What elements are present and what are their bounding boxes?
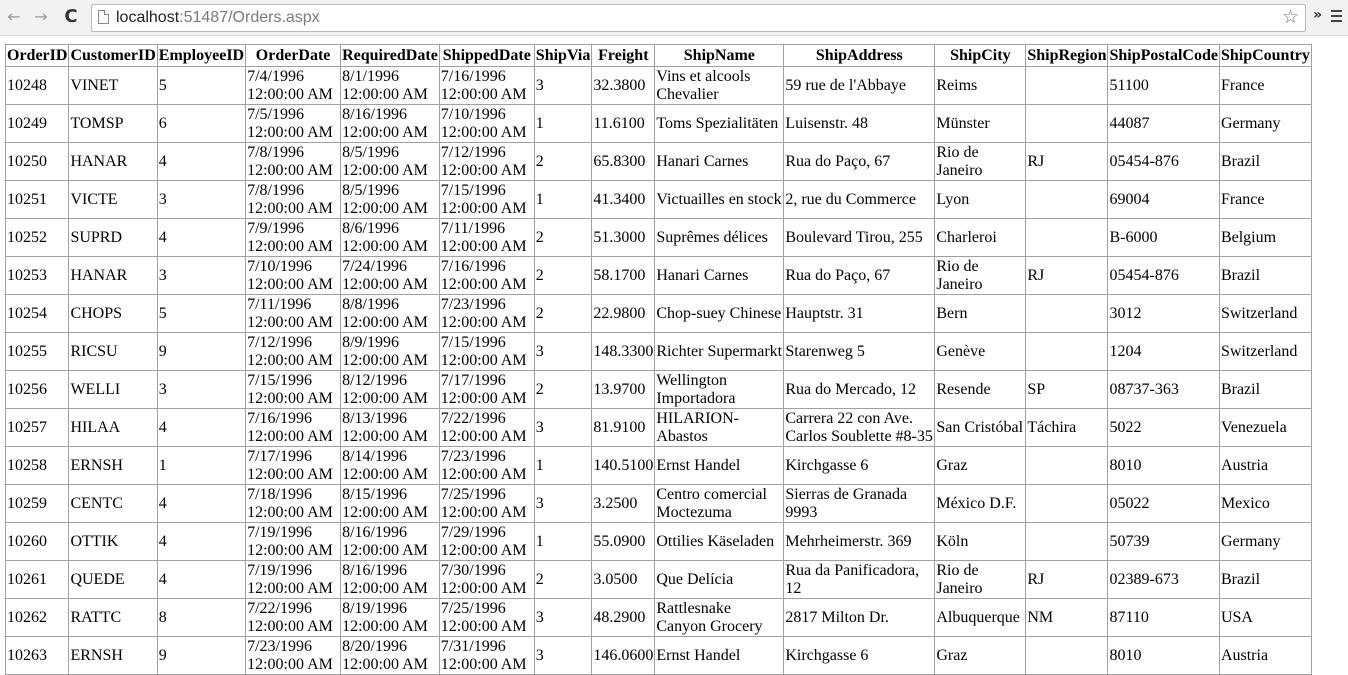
cell-shipaddress: Kirchgasse 6 <box>784 637 935 675</box>
cell-shipregion <box>1026 485 1108 523</box>
cell-freight: 22.9800 <box>592 295 655 333</box>
cell-shipvia: 3 <box>534 637 592 675</box>
cell-employeeid: 8 <box>157 599 245 637</box>
cell-shipvia: 1 <box>534 447 592 485</box>
cell-freight: 148.3300 <box>592 333 655 371</box>
cell-shippeddate: 7/22/1996 12:00:00 AM <box>439 409 534 447</box>
cell-employeeid: 9 <box>157 637 245 675</box>
column-header-customerid: CustomerID <box>69 45 157 67</box>
cell-shipvia: 2 <box>534 143 592 181</box>
cell-shipcity: Albuquerque <box>935 599 1026 637</box>
url-host: localhost <box>116 9 180 26</box>
cell-shippeddate: 7/11/1996 12:00:00 AM <box>439 219 534 257</box>
cell-orderid: 10260 <box>6 523 69 561</box>
cell-customerid: OTTIK <box>69 523 157 561</box>
cell-shipname: Hanari Carnes <box>655 143 784 181</box>
cell-freight: 41.3400 <box>592 181 655 219</box>
cell-customerid: VICTE <box>69 181 157 219</box>
cell-customerid: SUPRD <box>69 219 157 257</box>
cell-shipregion: NM <box>1026 599 1108 637</box>
column-header-shippostalcode: ShipPostalCode <box>1108 45 1219 67</box>
cell-employeeid: 1 <box>157 447 245 485</box>
cell-shipregion <box>1026 105 1108 143</box>
cell-shipname: HILARION-Abastos <box>655 409 784 447</box>
cell-shipname: Que Delícia <box>655 561 784 599</box>
cell-shippeddate: 7/12/1996 12:00:00 AM <box>439 143 534 181</box>
cell-shippostalcode: 05454-876 <box>1108 143 1219 181</box>
cell-shipcountry: USA <box>1219 599 1311 637</box>
url-text[interactable] <box>116 9 320 27</box>
cell-orderdate: 7/19/1996 12:00:00 AM <box>246 561 341 599</box>
cell-orderid: 10253 <box>6 257 69 295</box>
cell-orderdate: 7/18/1996 12:00:00 AM <box>246 485 341 523</box>
cell-shippostalcode: 8010 <box>1108 447 1219 485</box>
cell-shippostalcode: 44087 <box>1108 105 1219 143</box>
cell-shipvia: 1 <box>534 181 592 219</box>
cell-orderid: 10263 <box>6 637 69 675</box>
cell-orderdate: 7/8/1996 12:00:00 AM <box>246 181 341 219</box>
cell-orderdate: 7/17/1996 12:00:00 AM <box>246 447 341 485</box>
cell-shipcountry: Austria <box>1219 637 1311 675</box>
cell-freight: 32.3800 <box>592 67 655 105</box>
cell-shipname: Richter Supermarkt <box>655 333 784 371</box>
cell-shippeddate: 7/25/1996 12:00:00 AM <box>439 485 534 523</box>
cell-shippeddate: 7/30/1996 12:00:00 AM <box>439 561 534 599</box>
cell-shipcity: Charleroi <box>935 219 1026 257</box>
cell-shipaddress: 2, rue du Commerce <box>784 181 935 219</box>
cell-shipcountry: France <box>1219 181 1311 219</box>
cell-shipname: Ernst Handel <box>655 637 784 675</box>
cell-employeeid: 4 <box>157 561 245 599</box>
cell-shipvia: 3 <box>534 409 592 447</box>
cell-employeeid: 4 <box>157 143 245 181</box>
cell-requireddate: 8/16/1996 12:00:00 AM <box>341 523 440 561</box>
cell-shippeddate: 7/31/1996 12:00:00 AM <box>439 637 534 675</box>
cell-shipaddress: 2817 Milton Dr. <box>784 599 935 637</box>
cell-shipaddress: Starenweg 5 <box>784 333 935 371</box>
cell-requireddate: 8/5/1996 12:00:00 AM <box>341 143 440 181</box>
cell-shipregion: RJ <box>1026 561 1108 599</box>
cell-shipregion <box>1026 295 1108 333</box>
cell-orderdate: 7/15/1996 12:00:00 AM <box>246 371 341 409</box>
cell-employeeid: 6 <box>157 105 245 143</box>
cell-shippeddate: 7/17/1996 12:00:00 AM <box>439 371 534 409</box>
cell-shipname: Hanari Carnes <box>655 257 784 295</box>
cell-shipaddress: Sierras de Granada 9993 <box>784 485 935 523</box>
table-row <box>6 561 1312 599</box>
cell-shipname: Rattlesnake Canyon Grocery <box>655 599 784 637</box>
cell-shipcity: Rio de Janeiro <box>935 257 1026 295</box>
cell-shippeddate: 7/16/1996 12:00:00 AM <box>439 67 534 105</box>
cell-shipregion: RJ <box>1026 257 1108 295</box>
cell-shipvia: 2 <box>534 371 592 409</box>
cell-orderdate: 7/23/1996 12:00:00 AM <box>246 637 341 675</box>
cell-shippeddate: 7/25/1996 12:00:00 AM <box>439 599 534 637</box>
cell-employeeid: 3 <box>157 371 245 409</box>
cell-customerid: RATTC <box>69 599 157 637</box>
cell-shipcity: México D.F. <box>935 485 1026 523</box>
cell-shipname: Suprêmes délices <box>655 219 784 257</box>
cell-customerid: WELLI <box>69 371 157 409</box>
cell-requireddate: 8/15/1996 12:00:00 AM <box>341 485 440 523</box>
cell-shippeddate: 7/15/1996 12:00:00 AM <box>439 181 534 219</box>
cell-shippostalcode: 08737-363 <box>1108 371 1219 409</box>
table-row <box>6 409 1312 447</box>
cell-shipcity: Lyon <box>935 181 1026 219</box>
table-row <box>6 143 1312 181</box>
cell-shipcity: Köln <box>935 523 1026 561</box>
reload-icon[interactable]: C <box>64 6 78 27</box>
cell-shipcity: Graz <box>935 637 1026 675</box>
cell-shipvia: 2 <box>534 219 592 257</box>
cell-employeeid: 5 <box>157 295 245 333</box>
cell-shipcity: Resende <box>935 371 1026 409</box>
cell-shipaddress: Rua do Mercado, 12 <box>784 371 935 409</box>
cell-orderid: 10256 <box>6 371 69 409</box>
table-row <box>6 67 1312 105</box>
cell-shipcity: Reims <box>935 67 1026 105</box>
cell-orderdate: 7/11/1996 12:00:00 AM <box>246 295 341 333</box>
cell-freight: 13.9700 <box>592 371 655 409</box>
cell-shipname: Vins et alcools Chevalier <box>655 67 784 105</box>
cell-freight: 58.1700 <box>592 257 655 295</box>
cell-shipregion <box>1026 333 1108 371</box>
cell-freight: 51.3000 <box>592 219 655 257</box>
cell-shipcountry: Brazil <box>1219 257 1311 295</box>
cell-shipcountry: Germany <box>1219 523 1311 561</box>
cell-shipregion: SP <box>1026 371 1108 409</box>
column-header-shipvia: ShipVia <box>534 45 592 67</box>
cell-freight: 140.5100 <box>592 447 655 485</box>
table-row <box>6 447 1312 485</box>
cell-shipcountry: Belgium <box>1219 219 1311 257</box>
cell-shipcountry: Switzerland <box>1219 333 1311 371</box>
orders-grid <box>5 44 1312 675</box>
cell-shipregion <box>1026 181 1108 219</box>
cell-orderid: 10252 <box>6 219 69 257</box>
cell-freight: 146.0600 <box>592 637 655 675</box>
cell-customerid: CHOPS <box>69 295 157 333</box>
cell-shippeddate: 7/23/1996 12:00:00 AM <box>439 447 534 485</box>
column-header-shipregion: ShipRegion <box>1026 45 1108 67</box>
cell-employeeid: 9 <box>157 333 245 371</box>
cell-employeeid: 4 <box>157 485 245 523</box>
cell-shipcountry: Germany <box>1219 105 1311 143</box>
cell-shipaddress: Rua do Paço, 67 <box>784 143 935 181</box>
cell-shipvia: 2 <box>534 561 592 599</box>
column-header-shipaddress: ShipAddress <box>784 45 935 67</box>
cell-customerid: CENTC <box>69 485 157 523</box>
cell-employeeid: 4 <box>157 523 245 561</box>
table-row <box>6 295 1312 333</box>
cell-customerid: VINET <box>69 67 157 105</box>
address-bar[interactable] <box>91 4 1306 32</box>
cell-employeeid: 3 <box>157 181 245 219</box>
cell-shipcity: Münster <box>935 105 1026 143</box>
cell-employeeid: 4 <box>157 219 245 257</box>
cell-orderid: 10254 <box>6 295 69 333</box>
cell-shipcountry: France <box>1219 67 1311 105</box>
cell-shippostalcode: 05454-876 <box>1108 257 1219 295</box>
cell-requireddate: 8/13/1996 12:00:00 AM <box>341 409 440 447</box>
table-row <box>6 599 1312 637</box>
cell-customerid: ERNSH <box>69 637 157 675</box>
cell-shipname: Chop-suey Chinese <box>655 295 784 333</box>
cell-shipcountry: Switzerland <box>1219 295 1311 333</box>
cell-requireddate: 7/24/1996 12:00:00 AM <box>341 257 440 295</box>
cell-shipregion <box>1026 67 1108 105</box>
cell-shipvia: 2 <box>534 295 592 333</box>
cell-shipaddress: 59 rue de l'Abbaye <box>784 67 935 105</box>
table-row <box>6 333 1312 371</box>
cell-orderdate: 7/22/1996 12:00:00 AM <box>246 599 341 637</box>
column-header-freight: Freight <box>592 45 655 67</box>
cell-shippeddate: 7/29/1996 12:00:00 AM <box>439 523 534 561</box>
cell-shipvia: 3 <box>534 599 592 637</box>
table-row <box>6 257 1312 295</box>
cell-orderdate: 7/5/1996 12:00:00 AM <box>246 105 341 143</box>
cell-shipname: Toms Spezialitäten <box>655 105 784 143</box>
orders-body <box>6 67 1312 675</box>
cell-shipvia: 1 <box>534 105 592 143</box>
page-icon <box>98 10 109 24</box>
cell-shipregion: RJ <box>1026 143 1108 181</box>
table-row <box>6 219 1312 257</box>
table-row <box>6 105 1312 143</box>
cell-requireddate: 8/1/1996 12:00:00 AM <box>341 67 440 105</box>
cell-orderdate: 7/9/1996 12:00:00 AM <box>246 219 341 257</box>
cell-shipcity: Rio de Janeiro <box>935 561 1026 599</box>
cell-shipcountry: Brazil <box>1219 371 1311 409</box>
cell-shipname: Ernst Handel <box>655 447 784 485</box>
column-header-orderdate: OrderDate <box>246 45 341 67</box>
back-arrow-icon[interactable]: ← <box>7 7 21 26</box>
cell-orderdate: 7/16/1996 12:00:00 AM <box>246 409 341 447</box>
column-header-orderid: OrderID <box>6 45 69 67</box>
cell-shipaddress: Mehrheimerstr. 369 <box>784 523 935 561</box>
browser-toolbar <box>0 0 1348 36</box>
cell-shipvia: 2 <box>534 257 592 295</box>
cell-shipaddress: Hauptstr. 31 <box>784 295 935 333</box>
column-header-shipcountry: ShipCountry <box>1219 45 1311 67</box>
cell-shipaddress: Kirchgasse 6 <box>784 447 935 485</box>
cell-orderdate: 7/19/1996 12:00:00 AM <box>246 523 341 561</box>
cell-requireddate: 8/16/1996 12:00:00 AM <box>341 105 440 143</box>
cell-orderid: 10255 <box>6 333 69 371</box>
cell-freight: 55.0900 <box>592 523 655 561</box>
table-row <box>6 637 1312 675</box>
cell-shippeddate: 7/10/1996 12:00:00 AM <box>439 105 534 143</box>
cell-orderid: 10262 <box>6 599 69 637</box>
cell-orderdate: 7/4/1996 12:00:00 AM <box>246 67 341 105</box>
cell-customerid: HANAR <box>69 257 157 295</box>
column-header-employeeid: EmployeeID <box>157 45 245 67</box>
cell-shipname: Ottilies Käseladen <box>655 523 784 561</box>
cell-shipregion <box>1026 219 1108 257</box>
cell-shippeddate: 7/23/1996 12:00:00 AM <box>439 295 534 333</box>
cell-freight: 81.9100 <box>592 409 655 447</box>
url-path: :51487/Orders.aspx <box>179 9 320 26</box>
cell-shippeddate: 7/15/1996 12:00:00 AM <box>439 333 534 371</box>
cell-orderid: 10261 <box>6 561 69 599</box>
cell-shippostalcode: 51100 <box>1108 67 1219 105</box>
cell-employeeid: 3 <box>157 257 245 295</box>
cell-shipname: Wellington Importadora <box>655 371 784 409</box>
cell-requireddate: 8/8/1996 12:00:00 AM <box>341 295 440 333</box>
cell-orderid: 10257 <box>6 409 69 447</box>
cell-customerid: TOMSP <box>69 105 157 143</box>
cell-shipvia: 3 <box>534 485 592 523</box>
cell-shipcity: Genève <box>935 333 1026 371</box>
table-row <box>6 523 1312 561</box>
cell-freight: 48.2900 <box>592 599 655 637</box>
cell-shipcountry: Brazil <box>1219 143 1311 181</box>
cell-shipname: Centro comercial Moctezuma <box>655 485 784 523</box>
cell-employeeid: 5 <box>157 67 245 105</box>
cell-shipcity: Rio de Janeiro <box>935 143 1026 181</box>
cell-shippostalcode: 8010 <box>1108 637 1219 675</box>
header-row <box>6 45 1312 67</box>
cell-shipaddress: Rua do Paço, 67 <box>784 257 935 295</box>
cell-shipaddress: Boulevard Tirou, 255 <box>784 219 935 257</box>
cell-freight: 11.6100 <box>592 105 655 143</box>
column-header-shipcity: ShipCity <box>935 45 1026 67</box>
menu-icon[interactable] <box>1331 10 1342 25</box>
cell-shippeddate: 7/16/1996 12:00:00 AM <box>439 257 534 295</box>
column-header-shipname: ShipName <box>655 45 784 67</box>
cell-shipaddress: Carrera 22 con Ave. Carlos Soublette #8-35 <box>785 409 933 445</box>
cell-shipaddress: Luisenstr. 48 <box>784 105 935 143</box>
cell-orderdate: 7/10/1996 12:00:00 AM <box>246 257 341 295</box>
cell-orderid: 10258 <box>6 447 69 485</box>
cell-requireddate: 8/9/1996 12:00:00 AM <box>341 333 440 371</box>
table-row <box>6 485 1312 523</box>
cell-shipregion <box>1026 447 1108 485</box>
cell-customerid: RICSU <box>69 333 157 371</box>
column-header-shippeddate: ShippedDate <box>439 45 534 67</box>
cell-requireddate: 8/6/1996 12:00:00 AM <box>341 219 440 257</box>
cell-requireddate: 8/5/1996 12:00:00 AM <box>341 181 440 219</box>
cell-freight: 3.2500 <box>592 485 655 523</box>
cell-shipregion <box>1026 637 1108 675</box>
cell-requireddate: 8/16/1996 12:00:00 AM <box>341 561 440 599</box>
cell-shipregion <box>1026 523 1108 561</box>
cell-shippostalcode: B-6000 <box>1108 219 1219 257</box>
cell-requireddate: 8/20/1996 12:00:00 AM <box>341 637 440 675</box>
cell-shipcity: Bern <box>935 295 1026 333</box>
column-header-requireddate: RequiredDate <box>341 45 440 67</box>
cell-orderid: 10250 <box>6 143 69 181</box>
cell-freight: 65.8300 <box>592 143 655 181</box>
cell-requireddate: 8/14/1996 12:00:00 AM <box>341 447 440 485</box>
cell-customerid: QUEDE <box>69 561 157 599</box>
cell-shippostalcode: 50739 <box>1108 523 1219 561</box>
cell-shippostalcode: 5022 <box>1108 409 1219 447</box>
forward-arrow-icon[interactable]: → <box>34 7 48 26</box>
cell-shippostalcode: 1204 <box>1108 333 1219 371</box>
cell-shipaddress: Rua da Panificadora, 12 <box>784 561 935 599</box>
cell-customerid: ERNSH <box>69 447 157 485</box>
cell-shippostalcode: 69004 <box>1108 181 1219 219</box>
cell-orderid: 10251 <box>6 181 69 219</box>
cell-orderid: 10248 <box>6 67 69 105</box>
cell-requireddate: 8/12/1996 12:00:00 AM <box>341 371 440 409</box>
cell-shippostalcode: 02389-673 <box>1108 561 1219 599</box>
cell-orderdate: 7/8/1996 12:00:00 AM <box>246 143 341 181</box>
cell-customerid: HANAR <box>69 143 157 181</box>
page-content <box>5 44 1312 675</box>
cell-freight: 3.0500 <box>592 561 655 599</box>
bookmark-star-icon[interactable]: ☆ <box>1281 6 1299 28</box>
table-row <box>6 371 1312 409</box>
cell-shipvia: 1 <box>534 523 592 561</box>
cell-requireddate: 8/19/1996 12:00:00 AM <box>341 599 440 637</box>
cell-shipcountry: Venezuela <box>1219 409 1311 447</box>
cell-orderid: 10249 <box>6 105 69 143</box>
cell-shipcity: San Cristóbal <box>935 409 1026 447</box>
cell-shippostalcode: 3012 <box>1108 295 1219 333</box>
cell-shipcity: Graz <box>935 447 1026 485</box>
cell-orderdate: 7/12/1996 12:00:00 AM <box>246 333 341 371</box>
cell-shipregion: Táchira <box>1026 409 1108 447</box>
cell-shippostalcode: 87110 <box>1108 599 1219 637</box>
cell-customerid: HILAA <box>69 409 157 447</box>
cell-shipcountry: Austria <box>1219 447 1311 485</box>
cell-shipvia: 3 <box>534 333 592 371</box>
cell-employeeid: 4 <box>157 409 245 447</box>
cell-shippostalcode: 05022 <box>1108 485 1219 523</box>
extensions-overflow-icon[interactable]: » <box>1313 7 1323 23</box>
table-row <box>6 181 1312 219</box>
cell-shipcountry: Brazil <box>1219 561 1311 599</box>
cell-orderid: 10259 <box>6 485 69 523</box>
cell-shipname: Victuailles en stock <box>655 181 784 219</box>
cell-shipvia: 3 <box>534 67 592 105</box>
cell-shipcountry: Mexico <box>1219 485 1311 523</box>
